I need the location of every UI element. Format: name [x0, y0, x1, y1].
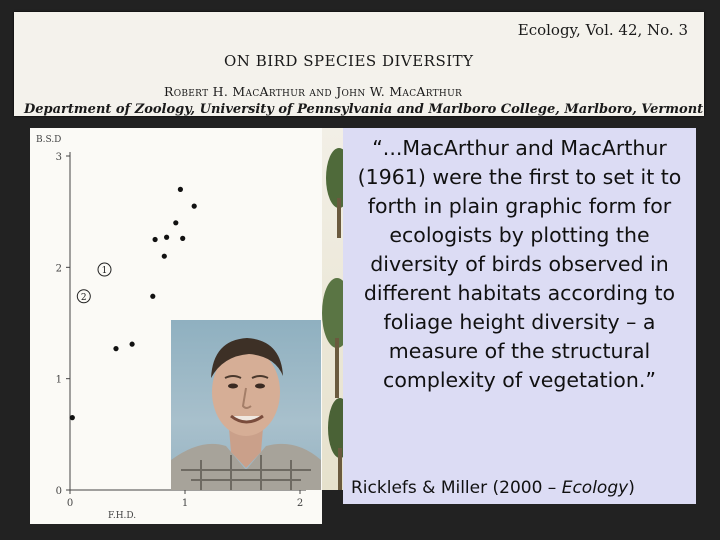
- data-point: [150, 294, 155, 299]
- portrait-photo: [171, 320, 321, 490]
- data-point: [113, 346, 118, 351]
- x-tick-label: 0: [66, 498, 74, 509]
- data-point: [153, 237, 158, 242]
- annotation-label: 2: [80, 292, 87, 303]
- annotation-label: 1: [101, 266, 108, 277]
- data-point: [178, 187, 183, 192]
- paper-header: [14, 12, 704, 116]
- x-axis-label: F.H.D.: [108, 511, 137, 521]
- quote-box: [343, 128, 696, 504]
- paper-authors: Robert H. MacArthur and John W. MacArthur: [164, 84, 463, 99]
- data-point: [180, 236, 185, 241]
- y-tick-label: 1: [55, 374, 62, 386]
- y-tick-label: 3: [55, 152, 62, 163]
- journal-citation: Ecology, Vol. 42, No. 3: [517, 21, 688, 39]
- quote-citation: [351, 478, 691, 498]
- paper-title: ON BIRD SPECIES DIVERSITY: [224, 52, 474, 70]
- data-point: [70, 415, 75, 420]
- citation-authors: Ricklefs & Miller (2000 –: [351, 478, 562, 498]
- paper-affiliation: Department of Zoology, University of Pennsylvania and Marlboro College, Marlboro, Vermont: [24, 102, 704, 117]
- quote-text: “...MacArthur and MacArthur (1961) were the first to set it to forth in plain graphic form for ecologists by plotting the diversity of birds observed in different habitats according to foliage height diversity – a measure of the structural complexity of vegetation.”: [357, 136, 682, 392]
- data-point: [162, 254, 167, 259]
- x-tick-label: 1: [181, 498, 189, 509]
- data-point: [164, 235, 169, 240]
- data-point: [192, 204, 197, 209]
- y-tick-label: 0: [55, 486, 62, 497]
- y-axis-label: B.S.D: [36, 135, 62, 145]
- y-tick-label: 2: [55, 263, 62, 275]
- citation-journal: Ecology: [561, 478, 629, 498]
- citation-close: ): [628, 478, 635, 498]
- x-tick-label: 2: [296, 498, 304, 509]
- data-point: [130, 342, 135, 347]
- data-point: [173, 220, 178, 225]
- portrait-image: [171, 320, 321, 490]
